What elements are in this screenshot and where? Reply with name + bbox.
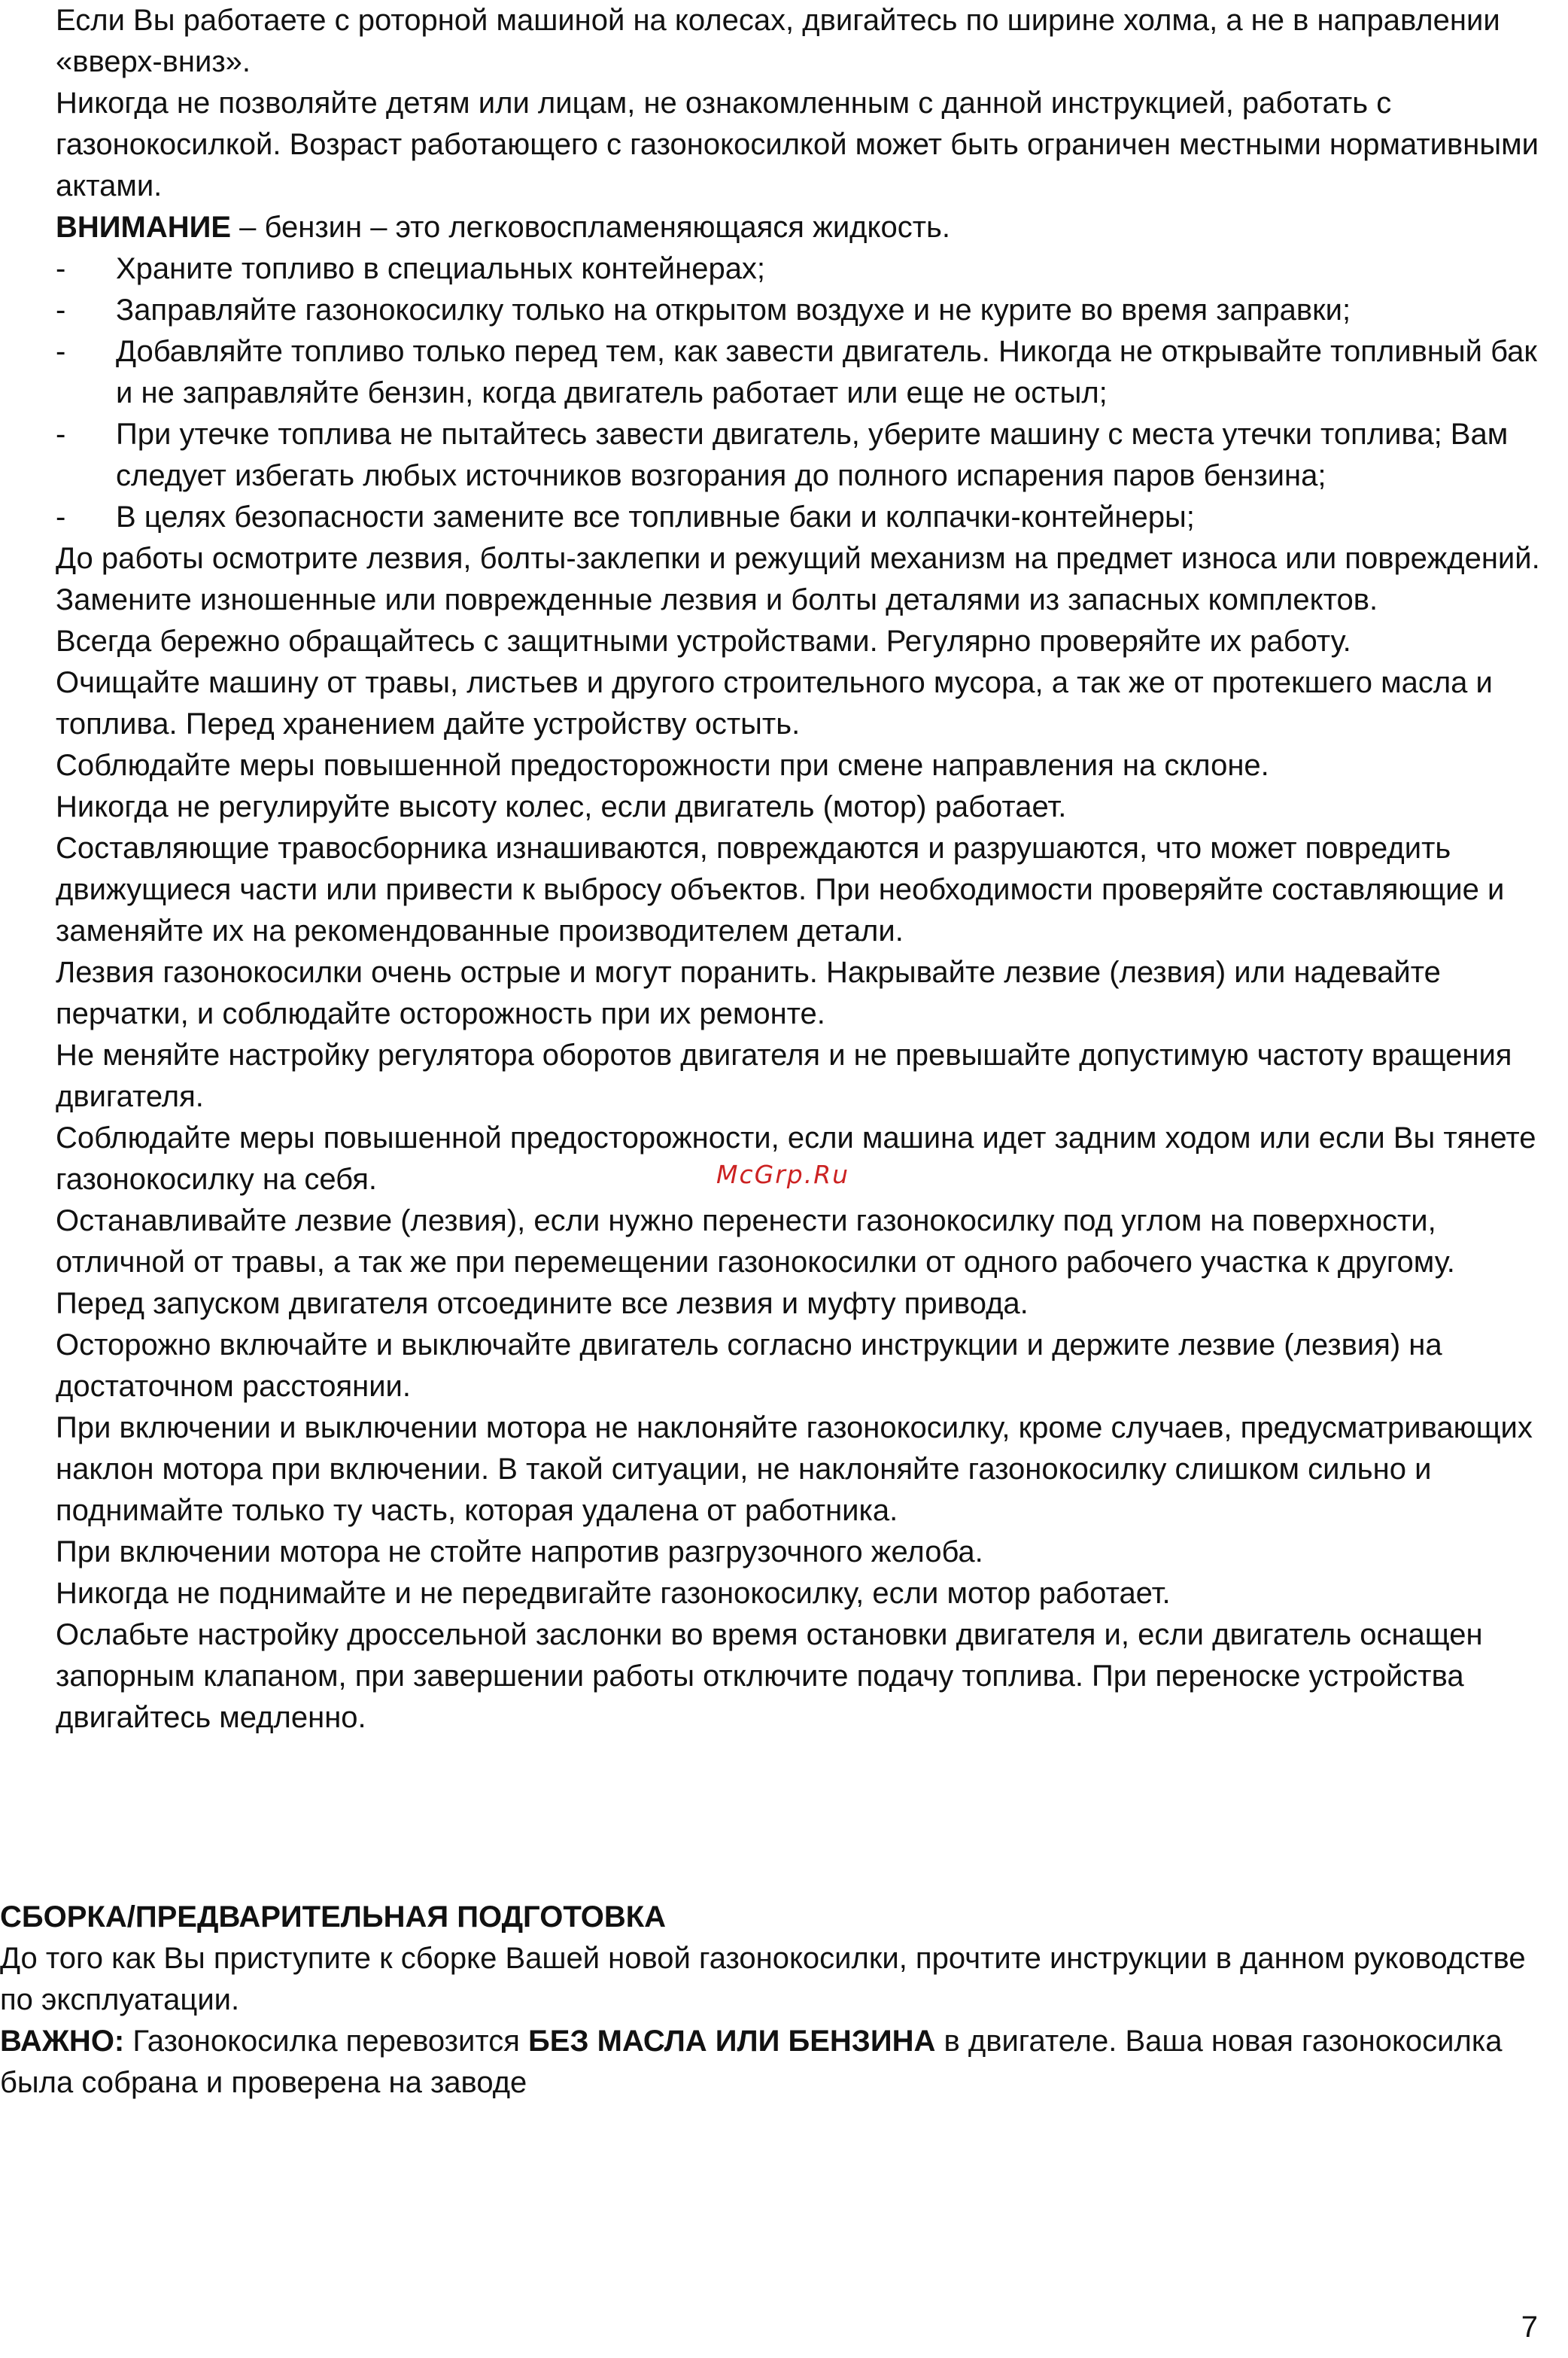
- paragraph: Соблюдайте меры повышенной предосторожности, если машина идет задним ходом или если Вы тянете газонокосилку на себя.: [56, 1121, 1536, 1196]
- page-number: 7: [1521, 2311, 1538, 2344]
- list-item: [56, 290, 1560, 331]
- warning-text: – бензин – это легковоспламеняющаяся жидкость.: [231, 211, 950, 244]
- paragraph: Осторожно включайте и выключайте двигатель согласно инструкции и держите лезвие (лезвия) на достаточном расстоянии.: [56, 1328, 1442, 1403]
- paragraph: Составляющие травосборника изнашиваются, повреждаются и разрушаются, что может повредить движущиеся части или привести к выбросу объектов. При необходимости проверяйте составляющие и заменяйте их на рекомендованные производителем детали.: [56, 832, 1505, 948]
- watermark: McGrp.Ru: [716, 1160, 850, 1189]
- section-intro: До того как Вы приступите к сборке Вашей новой газонокосилки, прочтите инструкции в данном руководстве по эксплуатации.: [0, 1942, 1526, 2016]
- paragraph-gasoline-warning: [56, 207, 1560, 248]
- bullet-text: В целях безопасности замените все топливные баки и колпачки-контейнеры;: [116, 501, 1195, 534]
- paragraph: До работы осмотрите лезвия, болты-заклепки и режущий механизм на предмет износа или повреждений. Замените изношенные или поврежденные лезвия и болты деталями из запасных комплектов.: [56, 542, 1540, 616]
- warning-label: ВНИМАНИЕ: [56, 211, 232, 244]
- bullet-dash: -: [56, 252, 66, 285]
- list-item: [56, 414, 1560, 497]
- paragraph: Ослабьте настройку дроссельной заслонки во время остановки двигателя и, если двигатель оснащен запорным клапаном, при завершении работы отключите подачу топлива. При переноске устройства двигайтесь медленно.: [56, 1618, 1483, 1734]
- paragraph: Останавливайте лезвие (лезвия), если нужно перенести газонокосилку под углом на поверхности, отличной от травы, а так же при перемещении газонокосилки от одного рабочего участка к другому.: [56, 1204, 1455, 1279]
- paragraph: Никогда не регулируйте высоту колес, если двигатель (мотор) работает.: [56, 790, 1067, 823]
- bullet-dash: -: [56, 418, 66, 451]
- paragraph: При включении и выключении мотора не наклоняйте газонокосилку, кроме случаев, предусматривающих наклон мотора при включении. В такой ситуации, не наклоняйте газонокосилку слишком сильно и поднимайте только ту часть, которая удалена от работника.: [56, 1411, 1533, 1527]
- bullet-text: При утечке топлива не пытайтесь завести двигатель, уберите машину с места утечки топлива; Вам следует избегать любых источников возгорания до полного испарения паров бензина;: [116, 418, 1509, 492]
- important-note: [0, 2021, 1557, 2104]
- bullet-text: Заправляйте газонокосилку только на открытом воздухе и не курите во время заправки;: [116, 294, 1351, 327]
- paragraph: Не меняйте настройку регулятора оборотов двигателя и не превышайте допустимую частоту вращения двигателя.: [56, 1039, 1512, 1113]
- paragraph: Лезвия газонокосилки очень острые и могут поранить. Накрывайте лезвие (лезвия) или надевайте перчатки, и соблюдайте осторожность при их ремонте.: [56, 956, 1441, 1030]
- bullet-dash: -: [56, 501, 66, 534]
- important-text-2: в двигателе. Ваша новая газонокосилка была собрана и проверена на заводе: [0, 2025, 1503, 2099]
- list-item: [56, 497, 1560, 538]
- important-text-1: Газонокосилка перевозится: [124, 2025, 529, 2058]
- bullet-dash: -: [56, 335, 66, 368]
- paragraph: Никогда не поднимайте и не передвигайте газонокосилку, если мотор работает.: [56, 1577, 1171, 1610]
- bullet-dash: -: [56, 294, 66, 327]
- section-title: СБОРКА/ПРЕДВАРИТЕЛЬНАЯ ПОДГОТОВКА: [0, 1900, 667, 1934]
- paragraph-slope-direction: Если Вы работаете с роторной машиной на колесах, двигайтесь по ширине холма, а не в направлении «вверх-вниз».: [56, 4, 1500, 78]
- list-item: [56, 248, 1560, 290]
- safety-instructions: [56, 0, 1560, 1739]
- paragraph: Соблюдайте меры повышенной предосторожности при смене направления на склоне.: [56, 749, 1269, 782]
- important-bold-text: БЕЗ МАСЛА ИЛИ БЕНЗИНА: [528, 2025, 936, 2058]
- bullet-text: Добавляйте топливо только перед тем, как завести двигатель. Никогда не открывайте топливный бак и не заправляйте бензин, когда двигатель работает или еще не остыл;: [116, 335, 1537, 409]
- assembly-section: [0, 1897, 1557, 2104]
- paragraph: При включении мотора не стойте напротив разгрузочного желоба.: [56, 1535, 983, 1568]
- important-label: ВАЖНО:: [0, 2025, 125, 2058]
- paragraph-children-warning: Никогда не позволяйте детям или лицам, не ознакомленным с данной инструкцией, работать с газонокосилкой. Возраст работающего с газонокосилкой может быть ограничен местными нормативными актами.: [56, 87, 1539, 202]
- bullet-text: Храните топливо в специальных контейнерах;: [116, 252, 766, 285]
- paragraph: Очищайте машину от травы, листьев и другого строительного мусора, а так же от протекшего масла и топлива. Перед хранением дайте устройству остыть.: [56, 666, 1493, 741]
- paragraph: Перед запуском двигателя отсоедините все лезвия и муфту привода.: [56, 1287, 1029, 1320]
- paragraph: Всегда бережно обращайтесь с защитными устройствами. Регулярно проверяйте их работу.: [56, 625, 1351, 658]
- list-item: [56, 331, 1560, 414]
